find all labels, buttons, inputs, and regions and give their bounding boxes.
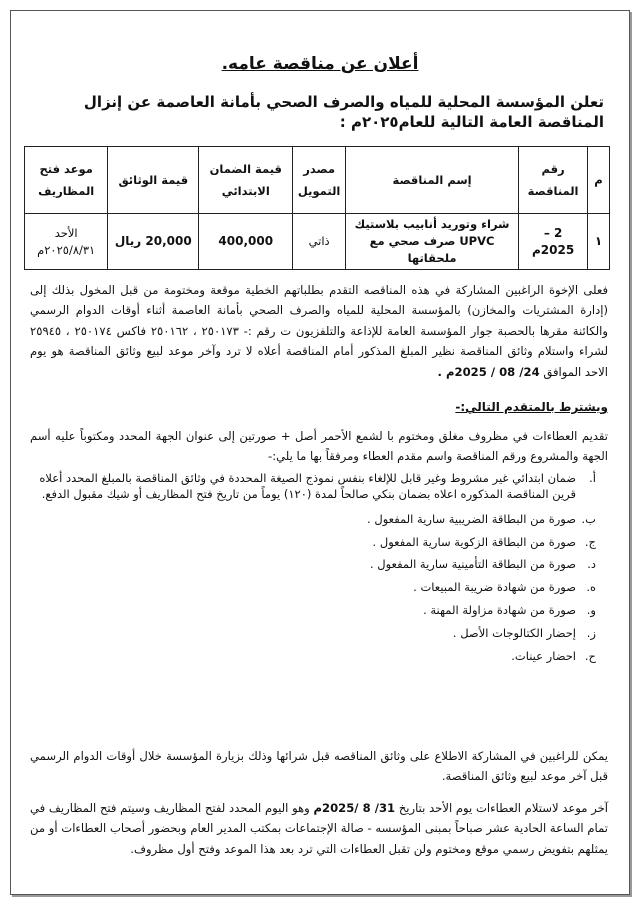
header-funding: مصدر التمويل [293, 147, 346, 214]
header-tender-name: إسم المناقصة [345, 147, 518, 214]
header-bond: قيمة الضمان الابتدائي [199, 147, 293, 214]
cell-tender-name: شراء وتوريد أنابيب بلاستيك UPVC صرف صحي مع ملحقاتها [345, 214, 518, 270]
cell-bond: 400,000 [199, 214, 293, 270]
tenders-table [24, 146, 610, 270]
list-item [30, 470, 596, 503]
list-item [30, 648, 596, 664]
inspection-note: يمكن للراغبين في المشاركة الاطلاع على وثائق المناقصه قبل شرائها وذلك بزيارة المؤسسة خلال أوقات الدوام الرسمي قبل آخر موعد لبيع وثائق المناقصة. [30, 749, 608, 784]
header-doc-value: قيمة الوثائق [108, 147, 199, 214]
header-opening-date: موعد فتح المظاريف [25, 147, 108, 214]
list-marker: ز. [586, 625, 596, 640]
documents-sale-deadline: 24/ 08 / 2025م . [437, 364, 540, 379]
list-item-text: ضمان ابتدائي غير مشروط وغير قابل للإلغاء بنفس نموذج الصيغة المحددة في وثائق المناقصة بالمبلغ المحدد أعلاه قرين المناقصة المذكوره اعلاه بضمان بنكي صالحاً لمدة (١٢٠) يوماً من تاريخ فتح المظاريف أو شيك مقبول الدفع. [39, 471, 576, 502]
purchase-instructions-text: فعلى الإخوة الراغبين المشاركة في هذه المناقصه التقدم بطلباتهم الخطية موقعة ومختومة من قبل المخول بذلك إلى (إدارة المشتريات والمخازن) بالمؤسسة المحلية للمياه والصرف الصحي بأمانة العاصمة أثناء أوقات الدوام الرسمي والكائنة مقرها بالحصبة جوار المؤسسة العامة للإذاعة والتلفزيون ت رقم :- ٢٥٠١٧٣ ، ٢٥٠١٦٢ فاكس ٢٥٠١٧٤ ، ٢٥٩٤٥ لشراء واستلام وثائق المناقصة نظير المبلغ المذكور أمام المناقصة أعلاه لا ترد وآخر موعد لبيع وثائق المناقصة هو يوم الاحد الموافق [30, 283, 608, 379]
list-item-text: صورة من شهادة ضريبة المبيعات . [413, 580, 576, 595]
list-item [30, 511, 596, 527]
list-item [30, 534, 596, 550]
list-marker: ب. [581, 511, 596, 526]
page-title: أعلان عن مناقصة عامه. [221, 54, 419, 74]
list-marker: أ. [589, 471, 596, 485]
list-marker: ه. [586, 580, 596, 595]
cell-funding: ذاتي [293, 214, 346, 270]
header-index: م [588, 147, 610, 214]
document [14, 14, 626, 893]
table-row [25, 214, 610, 270]
header-tender-number: رقم المناقصة [519, 147, 588, 214]
cell-doc-value: 20,000 ريال [108, 214, 199, 270]
deadline-suffix: وهو اليوم المحدد لفتح المظاريف وسيتم فتح المظاريف في تمام الساعة الحادية عشر صباحاً بمبنى المؤسسه - صالة الإجتماعات بمكتب المدير العام وبحضور أصحاب العطاءات أو من يمثلهم بتفويض رسمي موقع ومختوم ولن تقبل العطاءات التي ترد بعد هذا الموعد وفتح أول مظروف. [30, 801, 608, 856]
submission-deadline-note [30, 798, 608, 859]
cell-opening-date: الأحد ٢٠٢٥/٨/٣١م [25, 214, 108, 270]
requirements-list [30, 470, 596, 670]
list-item-text: صورة من شهادة مزاولة المهنة . [423, 603, 576, 617]
list-item-text: صورة من البطاقة الزكوية سارية المفعول . [372, 534, 576, 549]
cell-index: ١ [588, 214, 610, 270]
list-item [30, 579, 596, 595]
conditions-heading: ويشترط بالمتقدم التالي:- [455, 400, 608, 414]
list-item-text: صورة من البطاقة التأمينية سارية المفعول . [369, 557, 576, 572]
cell-tender-number: 2 – 2025م [519, 214, 588, 270]
list-marker: د. [587, 557, 596, 572]
announcement-subtitle: تعلن المؤسسة المحلية للمياه والصرف الصحي بأمانة العاصمة عن إنزال المناقصة العامة التالية للعام٢٠٢٥م : [83, 93, 604, 131]
table-header-row [25, 147, 610, 214]
deadline-prefix: آخر موعد لاستلام العطاءات يوم الأحد بتاريخ [398, 801, 608, 815]
list-marker: ج. [584, 534, 596, 549]
list-item-text: احضار عينات. [511, 648, 576, 663]
list-item [30, 556, 596, 572]
list-item-text: إحضار الكتالوجات الأصل . [452, 625, 576, 640]
deadline-date: 31/ 8 /2025م [313, 801, 396, 815]
submission-instructions: تقديم العطاءات في مظروف مغلق ومختوم با لشمع الأحمر أصل + صورتين إلى عنوان الجهة المحدد ومكتوباً عليه أسم الجهة والمشروع ورقم المناقصة واسم مقدم العطاء ومرفقاً بها ما يلي:- [30, 429, 608, 464]
purchase-instructions [30, 280, 608, 382]
list-item [30, 602, 596, 618]
list-item [30, 625, 596, 641]
list-item-text: صورة من البطاقة الضريبية سارية المفعول . [367, 511, 576, 526]
list-marker: و. [586, 603, 596, 617]
list-marker: ح. [584, 648, 596, 663]
